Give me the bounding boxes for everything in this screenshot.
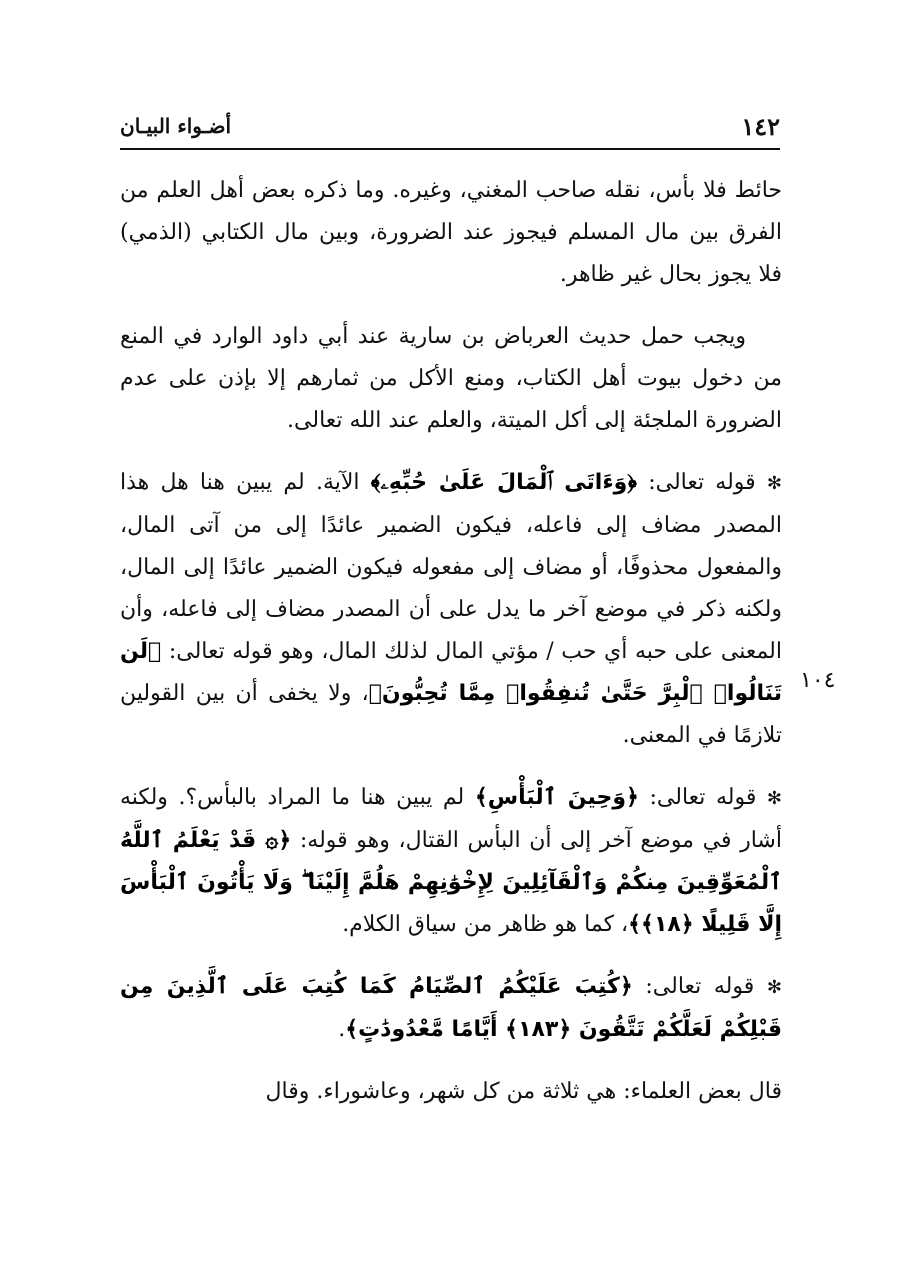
quran-verse: ﴿كُتِبَ عَلَيْكُمُ ٱلصِّيَامُ كَمَا كُتِبَ عَلَى ٱلَّذِينَ مِن قَبْلِكُمْ لَعَلَّكُمْ تَتَّقُونَ ﴿١٨٣﴾ أَيَّامًا مَّعْدُودَٰتٍ﴾ (120, 974, 782, 1042)
section-star-icon: ✻ (766, 977, 782, 998)
paragraph-text: حائط فلا بأس، نقله صاحب المغني، وغيره. وما ذكره بعض أهل العلم من الفرق بين مال المسلم فيجوز عند الضرورة، وبين مال الكتابي (الذمي) فلا يجوز بحال غير ظاهر. (120, 178, 782, 287)
paragraph-text: قوله تعالى: (632, 974, 767, 999)
paragraph-text: قال بعض العلماء: هي ثلاثة من كل شهر، وعاشوراء. وقال (265, 1079, 782, 1104)
paragraph-text: الآية. لم يبين هنا هل هذا المصدر مضاف إلى فاعله، فيكون الضمير عائدًا إلى من آتى المال، والمفعول محذوفًا، أو مضاف إلى مفعوله فيكون الضمير عائدًا إلى المال، ولكنه ذكر في موضع آخر ما يدل على أن المصدر مضاف إلى فاعله، وأن المعنى على حبه أي حب / مؤتي المال لذلك المال، وهو قوله تعالى: (120, 470, 782, 664)
section-star-icon: ✻ (766, 473, 782, 494)
paragraph (120, 966, 782, 1051)
paragraph (120, 777, 782, 946)
page-header (120, 108, 780, 150)
paragraph-text: . (338, 1017, 346, 1042)
quran-verse: ﴿لَن تَنَالُوا۟ ٱلْبِرَّ حَتَّىٰ تُنفِقُوا۟ مِمَّا تُحِبُّونَ﴾ (120, 639, 783, 706)
paragraph (120, 170, 782, 296)
quran-verse: ﴿وَءَاتَى ٱلْمَالَ عَلَىٰ حُبِّهِۦ﴾ (370, 470, 638, 495)
paragraph (120, 1071, 782, 1113)
book-title: أضـواء البيـان (120, 114, 232, 138)
paragraph-text: قوله تعالى: (638, 785, 767, 810)
paragraph-text: ، ولا يخفى أن بين القولين تلازمًا في المعنى. (120, 681, 782, 748)
margin-page-reference: ١٠٤ (800, 668, 836, 693)
paragraph-text: ويجب حمل حديث العرباض بن سارية عند أبي داود الوارد في المنع من دخول بيوت أهل الكتاب، ومنع الأكل من ثمارهم إلا بإذن على عدم الضرورة الملجئة إلى أكل الميتة، والعلم عند الله تعالى. (120, 324, 782, 433)
section-star-icon: ✻ (766, 788, 783, 809)
paragraph-text: لم يبين هنا ما المراد بالبأس؟. ولكنه أشار في موضع آخر إلى أن البأس القتال، وهو قوله: (120, 785, 782, 853)
paragraph-text: ، كما هو ظاهر من سياق الكلام. (342, 912, 629, 937)
paragraph (120, 462, 782, 757)
paragraph-text: قوله تعالى: (637, 470, 767, 495)
page-number: ١٤٢ (741, 112, 780, 141)
paragraph (120, 316, 782, 442)
page-body (120, 170, 782, 1133)
quran-verse: ﴿۞ قَدْ يَعْلَمُ ٱللَّهُ ٱلْمُعَوِّقِينَ مِنكُمْ وَٱلْقَآئِلِينَ لِإِخْوَٰنِهِمْ هَلُمَّ إِلَيْنَا ۖ وَلَا يَأْتُونَ ٱلْبَأْسَ إِلَّا قَلِيلًا ﴿١٨﴾﴾ (120, 828, 782, 937)
quran-verse: ﴿وَحِينَ ٱلْبَأْسِ﴾ (474, 785, 639, 810)
